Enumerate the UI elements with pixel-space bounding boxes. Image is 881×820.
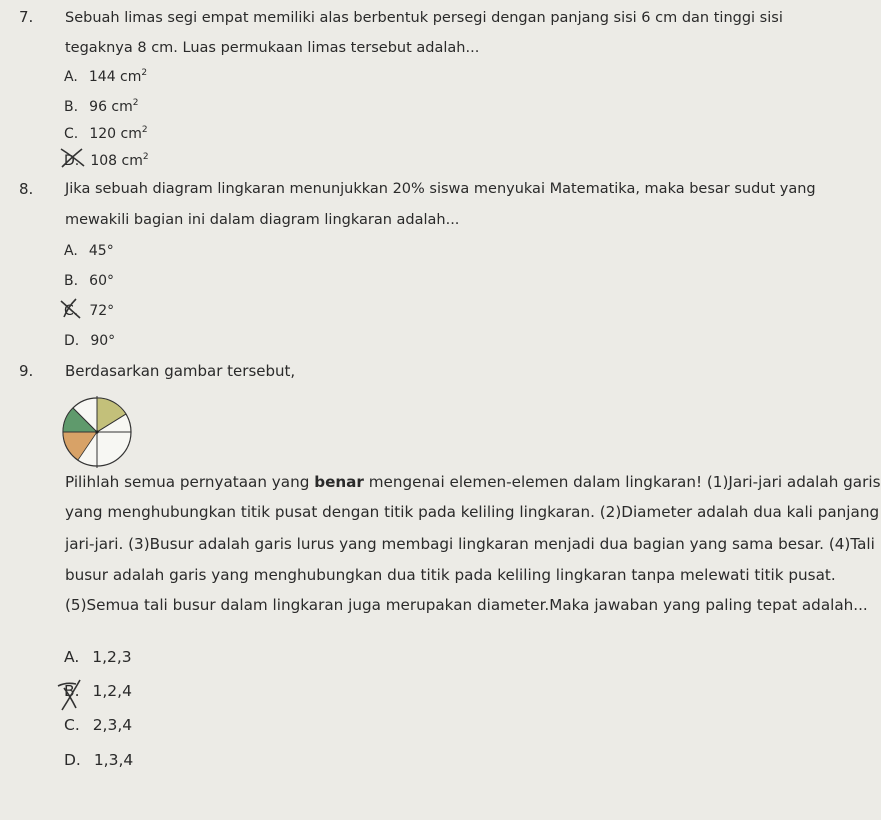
option-letter: A. bbox=[64, 69, 78, 85]
q9-para-post: mengenai elemen-elemen dalam lingkaran! (1)Jari-jari adalah garis bbox=[363, 473, 881, 491]
option-letter: B. bbox=[64, 682, 80, 700]
option-value: 45° bbox=[88, 243, 114, 259]
option-value: 1,2,3 bbox=[92, 648, 132, 666]
option-letter: D. bbox=[64, 333, 80, 349]
option-value: 90° bbox=[90, 333, 116, 349]
circle-figure bbox=[56, 392, 138, 474]
option-value: 72° bbox=[89, 303, 115, 319]
option-value: 120 cm bbox=[89, 126, 142, 142]
answer-cross-mark bbox=[56, 678, 90, 714]
q9-option-d[interactable] bbox=[64, 751, 133, 769]
option-letter: B. bbox=[64, 99, 79, 115]
circle-figure-svg bbox=[56, 392, 138, 470]
q9-number: 9. bbox=[19, 362, 34, 380]
q9-para-line5: (5)Semua tali busur dalam lingkaran juga merupakan diameter.Maka jawaban yang paling tepat adalah... bbox=[65, 596, 868, 614]
q7-text-line2: tegaknya 8 cm. Luas permukaan limas tersebut adalah... bbox=[65, 40, 480, 56]
q7-option-a[interactable] bbox=[64, 66, 147, 85]
option-value: 96 cm bbox=[89, 99, 133, 115]
option-letter: C. bbox=[64, 716, 80, 734]
option-value: 2,3,4 bbox=[92, 716, 133, 734]
option-sup: 2 bbox=[132, 98, 139, 108]
q8-number: 8. bbox=[19, 180, 34, 198]
q7-text-line1: Sebuah limas segi empat memiliki alas berbentuk persegi dengan panjang sisi 6 cm dan tinggi sisi bbox=[65, 10, 783, 26]
q9-para-line3: jari-jari. (3)Busur adalah garis lurus yang membagi lingkaran menjadi dua bagian yang sama besar. (4)Tali bbox=[65, 535, 875, 553]
answer-cross-mark bbox=[58, 146, 88, 170]
option-letter: C. bbox=[64, 303, 79, 319]
answer-cross-mark bbox=[58, 297, 86, 321]
option-letter: D. bbox=[64, 751, 81, 769]
option-value: 144 cm bbox=[88, 69, 142, 85]
q7-number: 7. bbox=[19, 8, 34, 26]
q7-option-c[interactable] bbox=[64, 123, 148, 142]
option-sup: 2 bbox=[141, 68, 148, 78]
q9-option-a[interactable] bbox=[64, 648, 132, 666]
option-letter: D. bbox=[64, 153, 80, 169]
q9-para-pre: Pilihlah semua pernyataan yang bbox=[65, 473, 315, 491]
q8-option-d[interactable] bbox=[64, 330, 115, 349]
q8-text-line1: Jika sebuah diagram lingkaran menunjukkan 20% siswa menyukai Matematika, maka besar sudut yang bbox=[65, 181, 816, 197]
q9-para-line1 bbox=[65, 473, 881, 491]
q8-option-b[interactable] bbox=[64, 270, 114, 289]
option-value: 1,3,4 bbox=[93, 751, 134, 769]
q7-option-b[interactable] bbox=[64, 96, 139, 115]
option-sup: 2 bbox=[142, 152, 149, 162]
option-sup: 2 bbox=[141, 125, 148, 135]
q9-para-bold: benar bbox=[314, 473, 364, 491]
option-value: 60° bbox=[89, 273, 114, 289]
q8-option-a[interactable] bbox=[64, 240, 114, 259]
option-letter: B. bbox=[64, 273, 79, 289]
q9-para-line4: busur adalah garis yang menghubungkan dua titik pada keliling lingkaran tanpa melewati titik pusat. bbox=[65, 566, 836, 584]
q9-intro: Berdasarkan gambar tersebut, bbox=[65, 362, 296, 380]
q8-text-line2: mewakili bagian ini dalam diagram lingkaran adalah... bbox=[65, 212, 460, 228]
option-letter: C. bbox=[64, 126, 79, 142]
option-letter: A. bbox=[64, 648, 80, 666]
option-letter: A. bbox=[64, 243, 78, 259]
q9-para-line2: yang menghubungkan titik pusat dengan titik pada keliling lingkaran. (2)Diameter adalah dua kali panjang bbox=[65, 503, 880, 521]
option-value: 108 cm bbox=[90, 153, 143, 169]
center-point bbox=[95, 430, 98, 433]
option-value: 1,2,4 bbox=[92, 682, 132, 700]
q9-option-c[interactable] bbox=[64, 716, 132, 734]
